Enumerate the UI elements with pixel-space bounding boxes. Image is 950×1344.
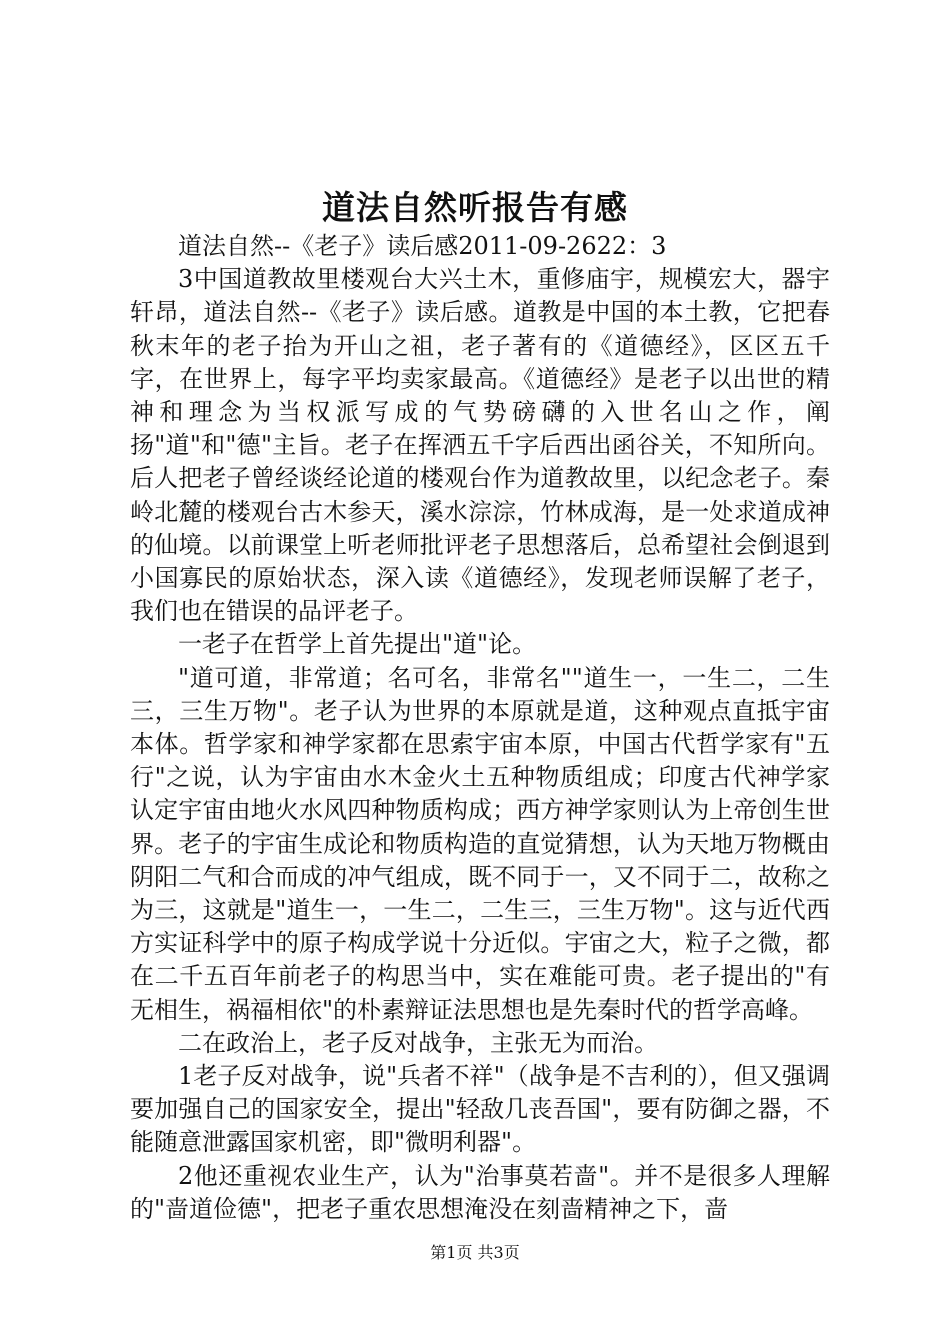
paragraph-1: 道法自然--《老子》读后感2011-09-2622：3: [178, 232, 667, 260]
paragraph-3: 一老子在哲学上首先提出"道"论。: [178, 630, 537, 659]
paragraph-5: 二在政治上，老子反对战争，主张无为而治。: [178, 1028, 658, 1057]
document-title: 道法自然听报告有感: [322, 188, 628, 227]
paragraph-2: 3中国道教故里楼观台大兴土木，重修庙宇，规模宏大，器宇轩昂，道法自然--《老子》读后感。道教是中国的本土教，它把春秋末年的老子抬为开山之祖，老子著有的《道德经》，区区五千字，在世界上，每字平均卖家最高。《道德经》是老子以出世的精神和理念为当权派写成的气势磅礴的入世名山之作，阐扬"道"和"德"主旨。老子在挥洒五千字后西出函谷关，不知所向。后人把老子曾经谈经论道的楼观台作为道教故里，以纪念老子。秦岭北麓的楼观台古木参天，溪水淙淙，竹林成海，是一处求道成神的仙境。以前课堂上听老师批评老子思想落后，总希望社会倒退到小国寡民的原始状态，深入读《道德经》，发现老师误解了老子，我们也在错误的品评老子。: [130, 265, 830, 626]
document-body: [130, 230, 830, 1226]
page-footer: 第1页 共3页: [430, 1243, 520, 1262]
paragraph-6: 1老子反对战争，说"兵者不祥"（战争是不吉利的），但又强调要加强自己的国家安全，提出"轻敌几丧吾国"，要有防御之器，不能随意泄露国家机密，即"微明利器"。: [130, 1062, 830, 1157]
paragraph-4: "道可道，非常道；名可名，非常名""道生一，一生二，二生三，三生万物"。老子认为世界的本原就是道，这种观点直抵宇宙本体。哲学家和神学家都在思索宇宙本原，中国古代哲学家有"五行"之说，认为宇宙由水木金火土五种物质组成；印度古代神学家认定宇宙由地火水风四种物质构成；西方神学家则认为上帝创生世界。老子的宇宙生成论和物质构造的直觉猜想，认为天地万物概由阴阳二气和合而成的冲气组成，既不同于一，又不同于二，故称之为三，这就是"道生一，一生二，二生三，三生万物"。这与近代西方实证科学中的原子构成学说十分近似。宇宙之大，粒子之微，都在二千五百年前老子的构思当中，实在难能可贵。老子提出的"有无相生，祸福相依"的朴素辩证法思想也是先秦时代的哲学高峰。: [130, 663, 830, 1024]
paragraph-7: 2他还重视农业生产，认为"治事莫若啬"。并不是很多人理解的"啬道俭德"，把老子重农思想淹没在刻啬精神之下，啬: [130, 1161, 830, 1223]
